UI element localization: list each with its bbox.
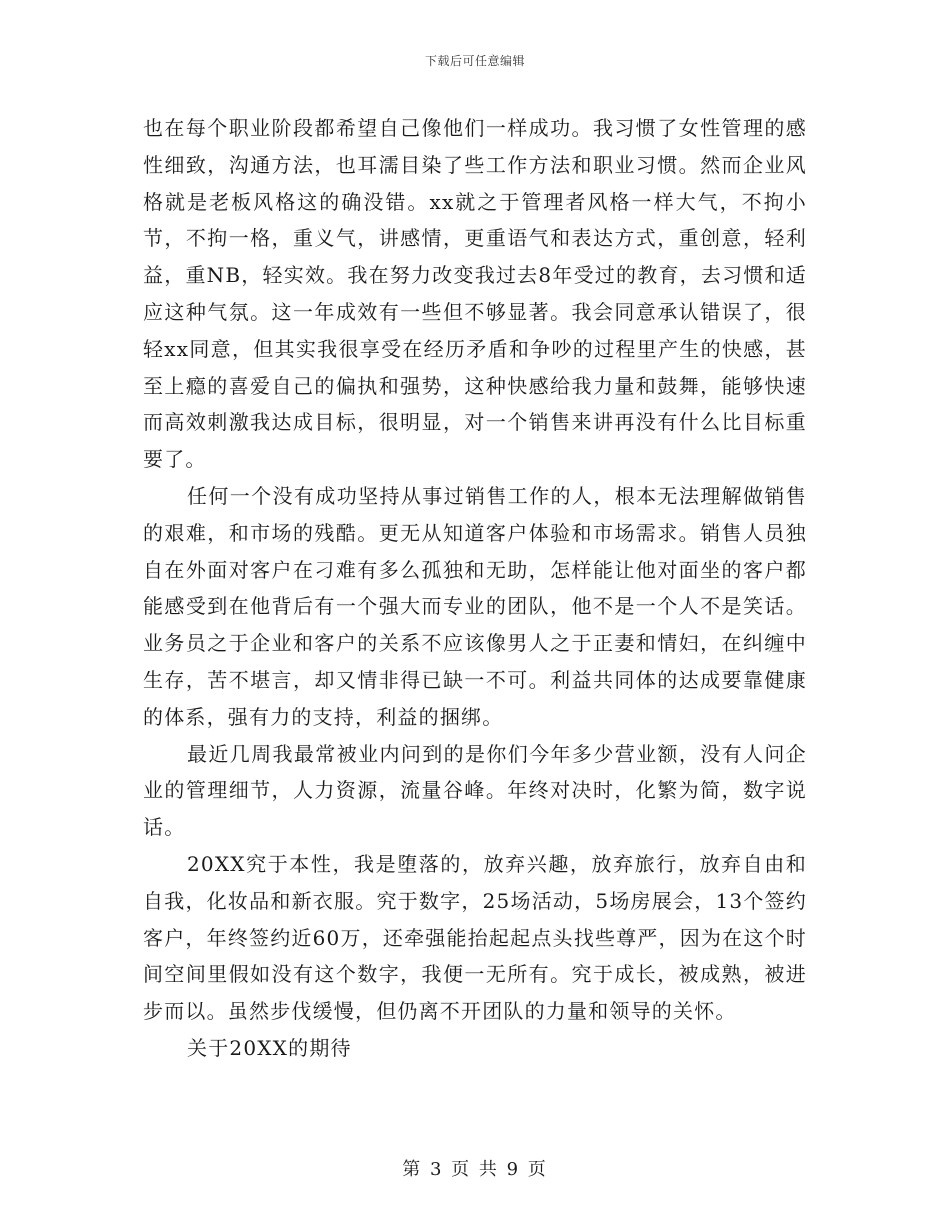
document-body [143, 110, 807, 1067]
page-number-footer: 第 3 页 共 9 页 [402, 1159, 548, 1180]
page-header: 下载后可任意编辑 [424, 54, 525, 68]
paragraph: 20XX究于本性，我是堕落的，放弃兴趣，放弃旅行，放弃自由和自我，化妆品和新衣服。究于数字，25场活动，5场房展会，13个签约客户，年终签约近60万，还牵强能抬起起点头找些尊严，因为在这个时间空间里假如没有这个数字，我便一无所有。究于成长，被成熟，被进步而以。虽然步伐缓慢，但仍离不开团队的力量和领导的关怀。 [143, 851, 807, 1024]
paragraph: 最近几周我最常被业内问到的是你们今年多少营业额，没有人问企业的管理细节，人力资源，流量谷峰。年终对决时，化繁为简，数字说话。 [143, 741, 807, 840]
paragraph: 任何一个没有成功坚持从事过销售工作的人，根本无法理解做销售的艰难，和市场的残酷。更无从知道客户体验和市场需求。销售人员独自在外面对客户在刁难有多么孤独和无助，怎样能让他对面坐的客户都能感受到在他背后有一个强大而专业的团队，他不是一个人不是笑话。业务员之于企业和客户的关系不应该像男人之于正妻和情妇，在纠缠中生存，苦不堪言，却又情非得已缺一不可。利益共同体的达成要靠健康的体系，强有力的支持，利益的捆绑。 [143, 483, 807, 729]
paragraph: 也在每个职业阶段都希望自己像他们一样成功。我习惯了女性管理的感性细致，沟通方法，也耳濡目染了些工作方法和职业习惯。然而企业风格就是老板风格这的确没错。xx就之于管理者风格一样大气，不拘小节，不拘一格，重义气，讲感情，更重语气和表达方式，重创意，轻利益，重NB，轻实效。我在努力改变我过去8年受过的教育，去习惯和适应这种气氛。这一年成效有一些但不够显著。我会同意承认错误了，很轻xx同意，但其实我很享受在经历矛盾和争吵的过程里产生的快感，甚至上瘾的喜爱自己的偏执和强势，这种快感给我力量和鼓舞，能够快速而高效刺激我达成目标，很明显，对一个销售来讲再没有什么比目标重要了。 [143, 116, 807, 472]
section-heading: 关于20XX的期待 [187, 1035, 352, 1060]
